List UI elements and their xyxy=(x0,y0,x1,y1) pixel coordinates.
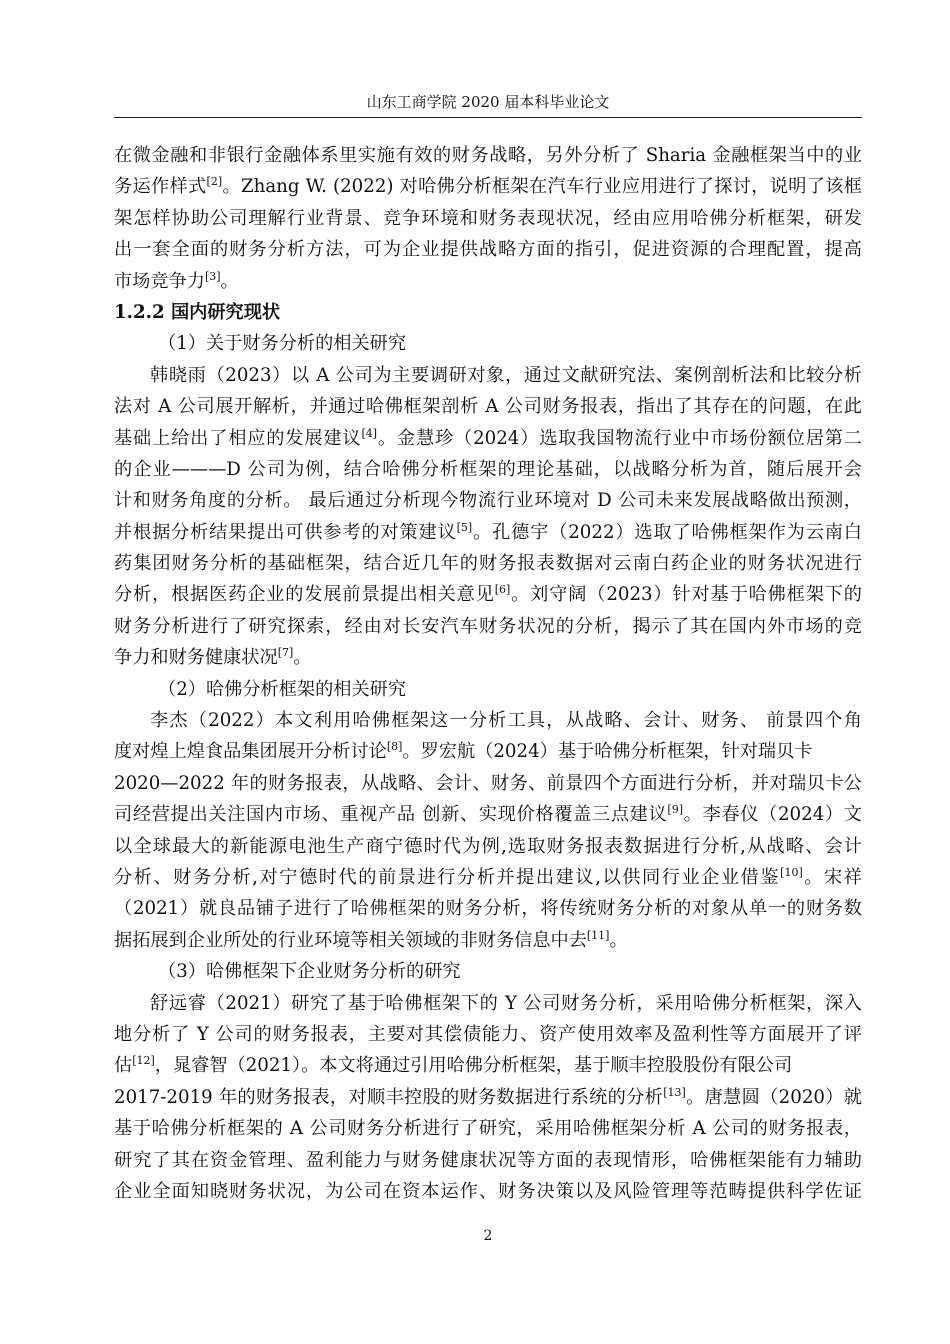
citation-ref: [5] xyxy=(456,520,473,534)
body-text-line xyxy=(114,171,862,202)
section-heading xyxy=(114,297,862,328)
body-text-line xyxy=(114,705,862,736)
citation-ref: [10] xyxy=(780,865,803,879)
line-text-continued: ，晁睿智（2021）。本文将通过引用哈佛分析框架，基于顺丰控股股份有限公司 xyxy=(154,1055,793,1077)
body-text-line xyxy=(114,799,862,830)
body-text-line xyxy=(114,893,862,924)
line-text: 地分析了 Y 公司的财务报表，主要对其偿债能力、资产使用效率及盈利性等方面展开了评 xyxy=(114,1023,862,1045)
line-text: 以全球最大的新能源电池生产商宁德时代为例,选取财务报表数据进行分析,从战略、会计 xyxy=(114,835,862,857)
body-text-line xyxy=(114,642,862,673)
line-text-continued: 。 xyxy=(220,270,239,292)
line-text-continued: 。宋祥 xyxy=(802,866,862,888)
line-text: 李杰（2022）本文利用哈佛框架这一分析工具，从战略、会计、财务、 前景四个角 xyxy=(150,710,862,732)
body-text-line xyxy=(114,360,862,391)
body-text-line xyxy=(114,266,862,297)
citation-ref: [7] xyxy=(277,646,294,660)
line-text-continued: 。刘守阔（2023）针对基于哈佛框架下的 xyxy=(510,584,862,606)
body-text-line xyxy=(114,1050,862,1081)
line-text: 据拓展到企业所处的行业环境等相关领域的非财务信息中去 xyxy=(114,929,587,951)
body-text-line xyxy=(114,391,862,422)
line-text: 基于哈佛分析框架的 A 公司财务分析进行了研究，采用哈佛框架分析 A 公司的财务报表， xyxy=(114,1118,862,1140)
line-text: 韩晓雨（2023）以 A 公司为主要调研对象，通过文献研究法、案例剖析法和比较分析 xyxy=(150,364,862,386)
line-text: 度对煌上煌食品集团展开分析讨论 xyxy=(114,741,387,763)
subsection-heading xyxy=(114,328,862,359)
header-rule xyxy=(114,117,862,118)
line-text: （3）哈佛框架下企业财务分析的研究 xyxy=(158,961,461,983)
body-text-line xyxy=(114,423,862,454)
body-text-line xyxy=(114,1145,862,1176)
subsection-heading xyxy=(114,956,862,987)
page-body xyxy=(114,140,862,1207)
line-text: （2）哈佛分析框架的相关研究 xyxy=(158,678,407,700)
body-text-line xyxy=(114,485,862,516)
citation-ref: [11] xyxy=(586,928,610,942)
body-text-line xyxy=(114,1176,862,1207)
line-text: 架怎样协助公司理解行业背景、竞争环境和财务表现状况，经由应用哈佛分析框架，研发 xyxy=(114,207,862,229)
line-text: 务运作样式 xyxy=(114,176,207,198)
line-text: 在微金融和非银行金融体系里实施有效的财务战略，另外分析了 Sharia 金融框架当中的业 xyxy=(114,145,862,166)
line-text-continued: 。孔德宇（2022）选取了哈佛框架作为云南白 xyxy=(472,521,862,543)
line-text-continued: 。 xyxy=(293,647,312,669)
line-text: 2020—2022 年的财务报表，从战略、会计、财务、前景四个方面进行分析，并对瑞贝卡公 xyxy=(114,772,862,794)
citation-ref: [6] xyxy=(494,583,511,597)
body-text-line xyxy=(114,517,862,548)
body-text-line xyxy=(114,234,862,265)
line-text-continued: 。罗宏航（2024）基于哈佛分析框架，针对瑞贝卡 xyxy=(402,741,813,763)
body-text-line xyxy=(114,862,862,893)
body-text-line xyxy=(114,454,862,485)
citation-ref: [12] xyxy=(132,1054,155,1068)
body-text-line xyxy=(114,203,862,234)
line-text-continued: 。李春仪（2024）文 xyxy=(683,804,862,826)
body-text-line xyxy=(114,548,862,579)
line-text-continued: 。金慧珍（2024）选取我国物流行业中市场份额位居第二 xyxy=(377,427,862,449)
body-text-line xyxy=(114,768,862,799)
line-text: 司经营提出关注国内市场、重视产品 创新、实现价格覆盖三点建议 xyxy=(114,804,668,826)
line-text: 出一套全面的财务分析方法，可为企业提供战略方面的指引，促进资源的合理配置，提高 xyxy=(114,239,862,261)
line-text-continued: 。 xyxy=(609,929,628,951)
line-text: 研究了其在资金管理、盈利能力与财务健康状况等方面的表现情形，哈佛框架能有力辅助 xyxy=(114,1149,862,1171)
body-text-line xyxy=(114,1019,862,1050)
line-text: 市场竞争力 xyxy=(114,270,205,292)
line-text: 财务分析进行了研究探索，经由对长安汽车财务状况的分析，揭示了其在国内外市场的竞 xyxy=(114,615,862,637)
line-text: 争力和财务健康状况 xyxy=(114,647,278,669)
citation-ref: [4] xyxy=(361,426,378,440)
body-text-line xyxy=(114,1113,862,1144)
line-text: 1.2.2 国内研究现状 xyxy=(114,301,281,323)
line-text: 的企业———D 公司为例，结合哈佛分析框架的理论基础，以战略分析为首，随后展开会 xyxy=(114,458,862,480)
body-text-line xyxy=(114,140,862,171)
subsection-heading xyxy=(114,674,862,705)
line-text: 药集团财务分析的基础框架，结合近几年的财务报表数据对云南白药企业的财务状况进行 xyxy=(114,553,862,575)
line-text: 计和财务角度的分析。 最后通过分析现今物流行业环境对 D 公司未来发展战略做出预测， xyxy=(114,490,862,512)
body-text-line xyxy=(114,925,862,956)
body-text-line xyxy=(114,579,862,610)
line-text: 分析、财务分析,对宁德时代的前景进行分析并提出建议,以供同行业企业借鉴 xyxy=(114,866,781,888)
line-text: 法对 A 公司展开解析，并通过哈佛框架剖析 A 公司财务报表，指出了其存在的问题，在此 xyxy=(114,396,862,418)
citation-ref: [9] xyxy=(667,803,683,817)
body-text-line xyxy=(114,831,862,862)
page-header-title: 山东工商学院 2020 届本科毕业论文 xyxy=(366,93,610,111)
line-text: 并根据分析结果提出可供参考的对策建议 xyxy=(114,521,457,543)
body-text-line xyxy=(114,988,862,1019)
line-text: 估 xyxy=(114,1055,133,1077)
line-text-continued: 。唐慧圆（2020）就 xyxy=(685,1086,862,1108)
citation-ref: [3] xyxy=(204,269,221,283)
line-text: （1）关于财务分析的相关研究 xyxy=(158,333,407,355)
citation-ref: [8] xyxy=(386,740,403,754)
line-text: 分析，根据医药企业的发展前景提出相关意见 xyxy=(114,584,495,606)
line-text-continued: 。Zhang W. (2022) 对哈佛分析框架在汽车行业应用进行了探讨，说明了该框 xyxy=(222,176,862,198)
body-text-line xyxy=(114,611,862,642)
line-text: 2017-2019 年的财务报表，对顺丰控股的财务数据进行系统的分析 xyxy=(114,1086,664,1108)
line-text: 舒远睿（2021）研究了基于哈佛框架下的 Y 公司财务分析，采用哈佛分析框架，深入 xyxy=(150,992,862,1014)
citation-ref: [13] xyxy=(663,1085,686,1099)
body-text-line xyxy=(114,1082,862,1113)
citation-ref: [2] xyxy=(206,175,223,189)
body-text-line xyxy=(114,736,862,767)
page-number: 2 xyxy=(483,1228,493,1244)
line-text: （2021）就良品铺子进行了哈佛框架的财务分析，将传统财务分析的对象从单一的财务数 xyxy=(114,898,862,920)
line-text: 基础上给出了相应的发展建议 xyxy=(114,427,362,449)
line-text: 企业全面知晓财务状况，为公司在资本运作、财务决策以及风险管理等范畴提供科学佐证 xyxy=(114,1180,862,1202)
